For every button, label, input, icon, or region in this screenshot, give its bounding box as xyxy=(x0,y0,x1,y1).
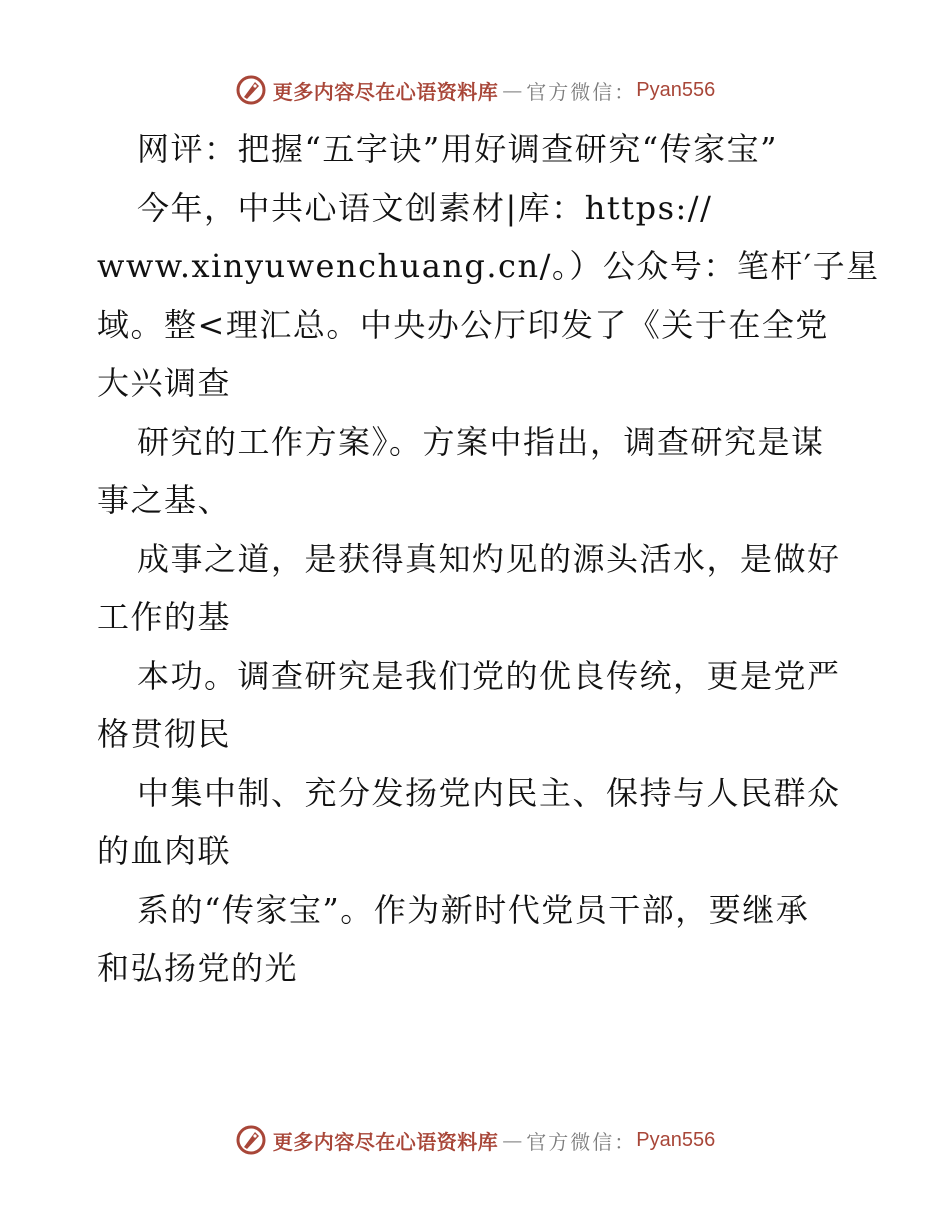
body-line: 域。整<理汇总。中央办公厅印发了《关于在全党 xyxy=(97,305,829,344)
body-line: 本功。调查研究是我们党的优良传统，更是党严 xyxy=(137,656,841,695)
body-line: 中集中制、充分发扬党内民主、保持与人民群众 xyxy=(137,773,841,812)
banner-dash: — xyxy=(502,1128,523,1152)
body-line: 和弘扬党的光 xyxy=(97,949,299,987)
banner-wechat-id: Pyan556 xyxy=(636,78,716,101)
body-line: www.xinyuwenchuang.cn/。）公众号：笔杆′子星 xyxy=(97,247,880,285)
banner-official-label: 官方微信： xyxy=(526,79,637,104)
body-line: 的血肉联 xyxy=(97,832,232,870)
pen-nib-logo-icon xyxy=(235,74,267,106)
document-title: 网评：把握“五字诀”用好调查研究“传家宝” xyxy=(137,130,778,168)
body-line: 事之基、 xyxy=(97,481,232,519)
footer-banner xyxy=(0,1120,950,1160)
header-banner xyxy=(0,70,950,110)
banner-official-label: 官方微信： xyxy=(526,1129,637,1154)
body-line: 今年，中共心语文创素材|库：https:// xyxy=(137,188,713,227)
body-line: 大兴调查 xyxy=(97,364,232,402)
banner-wechat-id: Pyan556 xyxy=(636,1128,716,1151)
body-line: 系的“传家宝”。作为新时代党员干部，要继承 xyxy=(137,890,810,929)
body-line: 格贯彻民 xyxy=(97,715,232,753)
body-line: 成事之道，是获得真知灼见的源头活水，是做好 xyxy=(137,539,841,578)
body-line: 研究的工作方案》。方案中指出，调查研究是谋 xyxy=(137,422,825,461)
body-line: 工作的基 xyxy=(97,598,232,636)
banner-dash: — xyxy=(502,78,523,102)
banner-slogan: 更多内容尽在心语资料库 xyxy=(272,79,499,104)
document-body xyxy=(97,120,880,998)
pen-nib-logo-icon xyxy=(235,1124,267,1156)
banner-slogan: 更多内容尽在心语资料库 xyxy=(272,1129,499,1154)
